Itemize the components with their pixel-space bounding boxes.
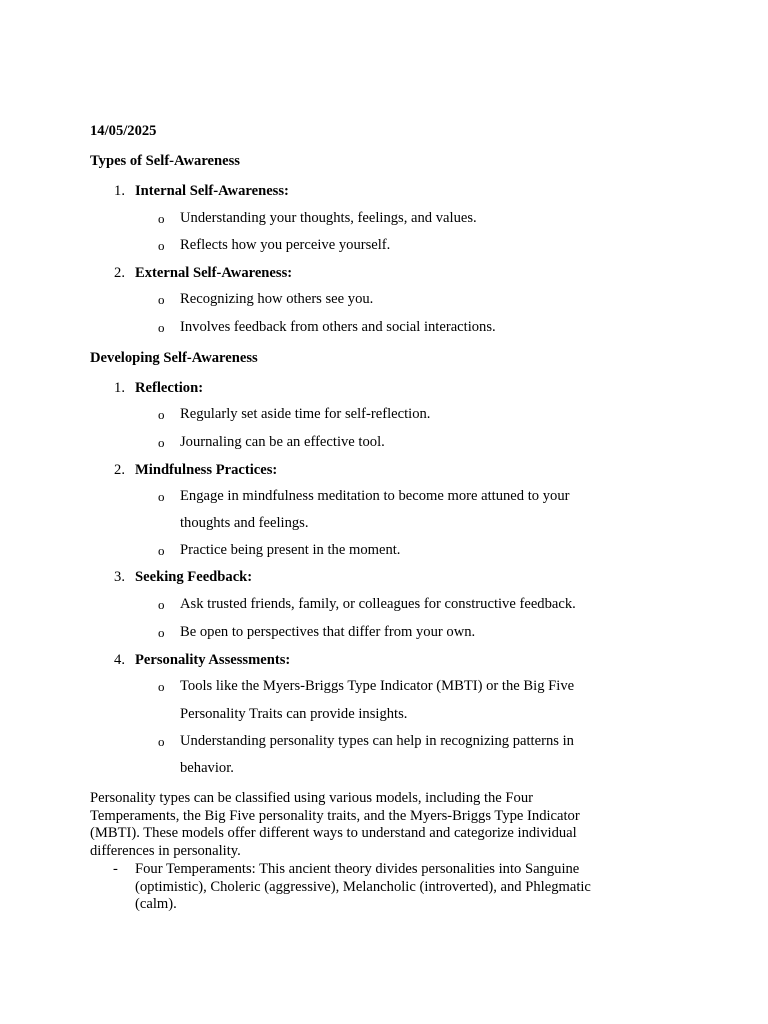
list-item-title: Seeking Feedback: [135,569,253,585]
bullet-icon: o [158,597,165,612]
bullet-icon: o [158,407,165,422]
document-date: 14/05/2025 [90,123,157,139]
list-item-title: Reflection: [135,380,204,396]
list-item-text: Journaling can be an effective tool. [180,434,385,450]
list-item-text: Reflects how you perceive yourself. [180,237,391,253]
list-item-text-continued: behavior. [180,760,234,776]
list-item-title: Mindfulness Practices: [135,462,278,478]
bullet-icon: o [158,734,165,749]
list-number: 2. [114,462,125,478]
list-item-text: Tools like the Myers-Briggs Type Indicator (MBTI) or the Big Five [180,678,575,694]
list-item-title: Personality Assessments: [135,652,291,668]
section-heading-types: Types of Self-Awareness [90,153,240,169]
bullet-icon: o [158,679,165,694]
list-item-text: Understanding your thoughts, feelings, and values. [180,210,477,226]
list-number: 1. [114,183,125,199]
bullet-icon: o [158,211,165,226]
list-number: 1. [114,380,125,396]
list-item-text: Understanding personality types can help in recognizing patterns in [180,733,574,749]
bullet-icon: o [158,435,165,450]
list-item-title: External Self-Awareness: [135,265,293,281]
list-item-text-continued: Personality Traits can provide insights. [180,706,408,722]
list-item-text-continued: thoughts and feelings. [180,515,309,531]
dash-list-item: Four Temperaments: This ancient theory divides personalities into Sanguine (optimistic), Choleric (aggressive), Melancholic (introverted), and Phlegmatic (calm). [135,861,591,912]
list-number: 2. [114,265,125,281]
section-heading-developing: Developing Self-Awareness [90,350,258,366]
list-number: 3. [114,569,125,585]
bullet-icon: o [158,625,165,640]
list-item-text: Be open to perspectives that differ from your own. [180,624,476,640]
bullet-icon: o [158,238,165,253]
dash-bullet: - [113,861,118,877]
bullet-icon: o [158,292,165,307]
bullet-icon: o [158,489,165,504]
bullet-icon: o [158,543,165,558]
list-item-text: Engage in mindfulness meditation to become more attuned to your [180,488,570,504]
list-item-title: Internal Self-Awareness: [135,183,289,199]
body-paragraph: Personality types can be classified using various models, including the Four Temperaments, the Big Five personality traits, and the Myers-Briggs Type Indicator (MBTI). These models offer different ways to understand and categorize individual differences in personality. [90,790,580,859]
list-item-text: Regularly set aside time for self-reflection. [180,406,431,422]
list-item-text: Ask trusted friends, family, or colleagues for constructive feedback. [180,596,576,612]
bullet-icon: o [158,320,165,335]
list-item-text: Recognizing how others see you. [180,291,374,307]
list-item-text: Practice being present in the moment. [180,542,401,558]
list-item-text: Involves feedback from others and social interactions. [180,319,496,335]
list-number: 4. [114,652,125,668]
